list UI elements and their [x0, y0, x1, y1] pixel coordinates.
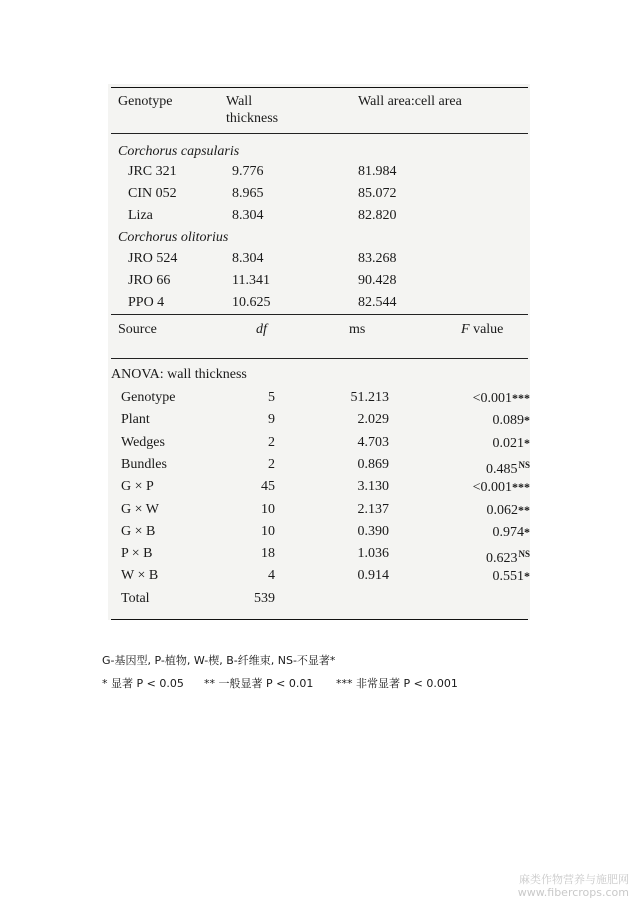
significance-mark: * [524, 436, 530, 450]
p-value: 0.974 [492, 525, 524, 540]
p-value: 0.062 [486, 503, 518, 518]
source-cell: W × B [121, 568, 159, 583]
genotype-cell: JRO 66 [128, 273, 171, 288]
header-source: Source [118, 322, 157, 337]
anova-section-title: ANOVA: wall thickness [111, 367, 247, 382]
wall-cell-ratio-cell: 85.072 [358, 186, 397, 201]
genotype-cell: CIN 052 [128, 186, 177, 201]
p-value-cell [440, 502, 530, 519]
significance-mark: * [524, 525, 530, 539]
df-cell: 5 [268, 390, 275, 405]
source-cell: P × B [121, 546, 153, 561]
wall-cell-ratio-cell: 81.984 [358, 164, 397, 179]
species-heading: Corchorus olitorius [118, 230, 229, 245]
p-value: 0.021 [492, 436, 524, 451]
p-value: 0.089 [492, 413, 524, 428]
p-value: <0.001 [472, 391, 512, 406]
footnote-sig-01: ** 一般显著 P < 0.01 [204, 677, 314, 690]
anova-header-rule [111, 358, 528, 359]
footnote-sig-05: * 显著 P < 0.05 [102, 677, 184, 690]
header-ms: ms [349, 322, 366, 337]
ms-cell: 3.130 [357, 479, 389, 494]
p-value-cell [440, 457, 530, 478]
df-cell: 539 [254, 591, 275, 606]
top-rule [111, 87, 528, 88]
header-rule [111, 133, 528, 134]
df-cell: 10 [261, 502, 275, 517]
p-value: 0.623 [485, 551, 518, 566]
wall-thickness-cell: 8.304 [232, 208, 264, 223]
wall-thickness-cell: 11.341 [232, 273, 270, 288]
source-cell: Total [121, 591, 150, 606]
df-cell: 2 [268, 435, 275, 450]
df-cell: 45 [261, 479, 275, 494]
wall-thickness-cell: 8.965 [232, 186, 264, 201]
wall-thickness-cell: 10.625 [232, 295, 271, 310]
source-cell: Bundles [121, 457, 167, 472]
footnote-significance [102, 677, 458, 691]
wall-cell-ratio-cell: 83.268 [358, 251, 397, 266]
source-cell: Genotype [121, 390, 176, 405]
p-value-cell [440, 568, 530, 585]
ms-cell: 4.703 [357, 435, 389, 450]
p-value-cell [440, 546, 530, 567]
p-value-cell [440, 390, 530, 407]
df-cell: 9 [268, 412, 275, 427]
significance-mark: NS [518, 549, 530, 559]
ms-cell: 2.029 [357, 412, 389, 427]
genotype-cell: JRO 524 [128, 251, 178, 266]
header-wall-cell-ratio: Wall area:cell area [358, 94, 462, 109]
significance-mark: *** [512, 391, 530, 405]
source-cell: Wedges [121, 435, 165, 450]
footnote-abbreviations: G-基因型, P-植物, W-楔, B-纤维束, NS-不显著* [102, 654, 336, 667]
ms-cell: 0.914 [357, 568, 389, 583]
source-cell: G × P [121, 479, 154, 494]
watermark [518, 873, 629, 899]
header-value-word: value [469, 322, 504, 337]
wall-thickness-cell: 9.776 [232, 164, 264, 179]
ms-cell: 0.390 [357, 524, 389, 539]
bottom-rule [111, 619, 528, 620]
p-value: 0.551 [492, 569, 524, 584]
ms-cell: 51.213 [350, 390, 389, 405]
df-cell: 2 [268, 457, 275, 472]
watermark-title: 麻类作物营养与施肥网 [519, 873, 629, 886]
wall-cell-ratio-cell: 82.544 [358, 295, 397, 310]
significance-mark: *** [512, 480, 530, 494]
ms-cell: 0.869 [357, 457, 389, 472]
genotype-cell: Liza [128, 208, 153, 223]
df-cell: 10 [261, 524, 275, 539]
wall-thickness-cell: 8.304 [232, 251, 264, 266]
p-value-cell [440, 524, 530, 541]
ms-cell: 2.137 [357, 502, 389, 517]
wall-cell-ratio-cell: 90.428 [358, 273, 397, 288]
p-value-cell [440, 479, 530, 496]
significance-mark: * [524, 569, 530, 583]
source-cell: G × B [121, 524, 156, 539]
p-value: <0.001 [472, 480, 512, 495]
ms-cell: 1.036 [357, 546, 389, 561]
table-break-rule [111, 314, 528, 315]
header-genotype: Genotype [118, 94, 173, 109]
p-value-cell [440, 412, 530, 429]
header-wall-thickness: Wall thickness [226, 94, 279, 126]
significance-mark: NS [518, 460, 530, 470]
footnote-sig-001: *** 非常显著 P < 0.001 [336, 677, 458, 690]
header-df: df [256, 322, 267, 337]
genotype-cell: JRC 321 [128, 164, 177, 179]
wall-cell-ratio-cell: 82.820 [358, 208, 397, 223]
header-f-value [461, 322, 503, 338]
df-cell: 18 [261, 546, 275, 561]
significance-mark: * [524, 413, 530, 427]
watermark-url: www.fibercrops.com [517, 886, 629, 899]
p-value-cell [440, 435, 530, 452]
genotype-cell: PPO 4 [128, 295, 165, 310]
df-cell: 4 [268, 568, 275, 583]
p-value: 0.485 [485, 462, 518, 477]
header-f-letter: F [461, 322, 470, 337]
source-cell: G × W [121, 502, 159, 517]
species-heading: Corchorus capsularis [118, 144, 240, 159]
source-cell: Plant [121, 412, 150, 427]
significance-mark: ** [518, 503, 530, 517]
